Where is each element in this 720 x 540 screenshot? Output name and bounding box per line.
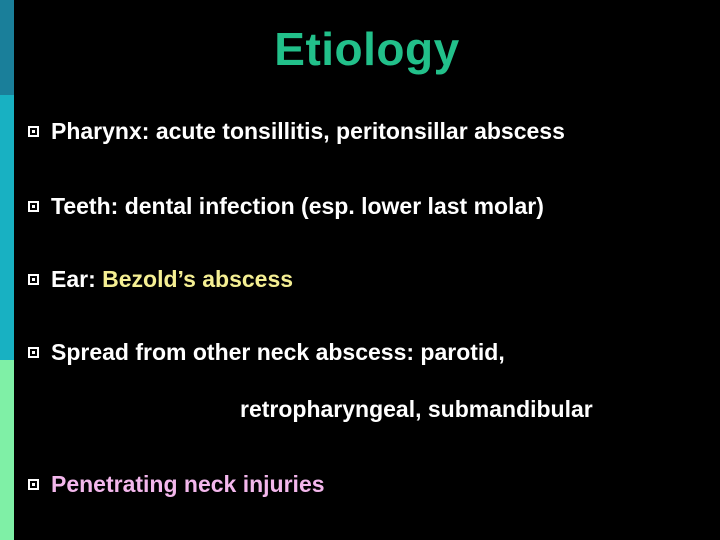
side-accent-bar-bottom (0, 360, 14, 540)
square-bullet-icon (28, 347, 39, 358)
side-accent-bar-top (0, 0, 14, 95)
square-bullet-icon (28, 126, 39, 137)
bullet-label: Pharynx: (51, 118, 150, 144)
bullet-item-teeth (28, 193, 544, 220)
bullet-text: parotid, (420, 339, 505, 365)
bullet-text: Penetrating neck injuries (51, 471, 325, 497)
bullet-item-ear (28, 266, 293, 293)
square-bullet-icon (28, 201, 39, 212)
bullet-item-spread (28, 339, 505, 366)
bullet-text-continuation: retropharyngeal, submandibular (240, 396, 593, 422)
bullet-text: acute tonsillitis, peritonsillar abscess (155, 118, 565, 144)
bullet-text: Bezold’s abscess (102, 266, 294, 292)
bullet-item-pharynx (28, 118, 565, 145)
side-accent-bar-middle (0, 95, 14, 360)
bullet-item-penetrating (28, 471, 325, 498)
bullet-text: dental infection (esp. lower last molar) (124, 193, 544, 219)
bullet-label: Ear: (51, 266, 96, 292)
square-bullet-icon (28, 274, 39, 285)
slide-title: Etiology (274, 23, 460, 75)
bullet-label: Teeth: (51, 193, 119, 219)
square-bullet-icon (28, 479, 39, 490)
bullet-label: Spread from other neck abscess: (51, 339, 415, 365)
